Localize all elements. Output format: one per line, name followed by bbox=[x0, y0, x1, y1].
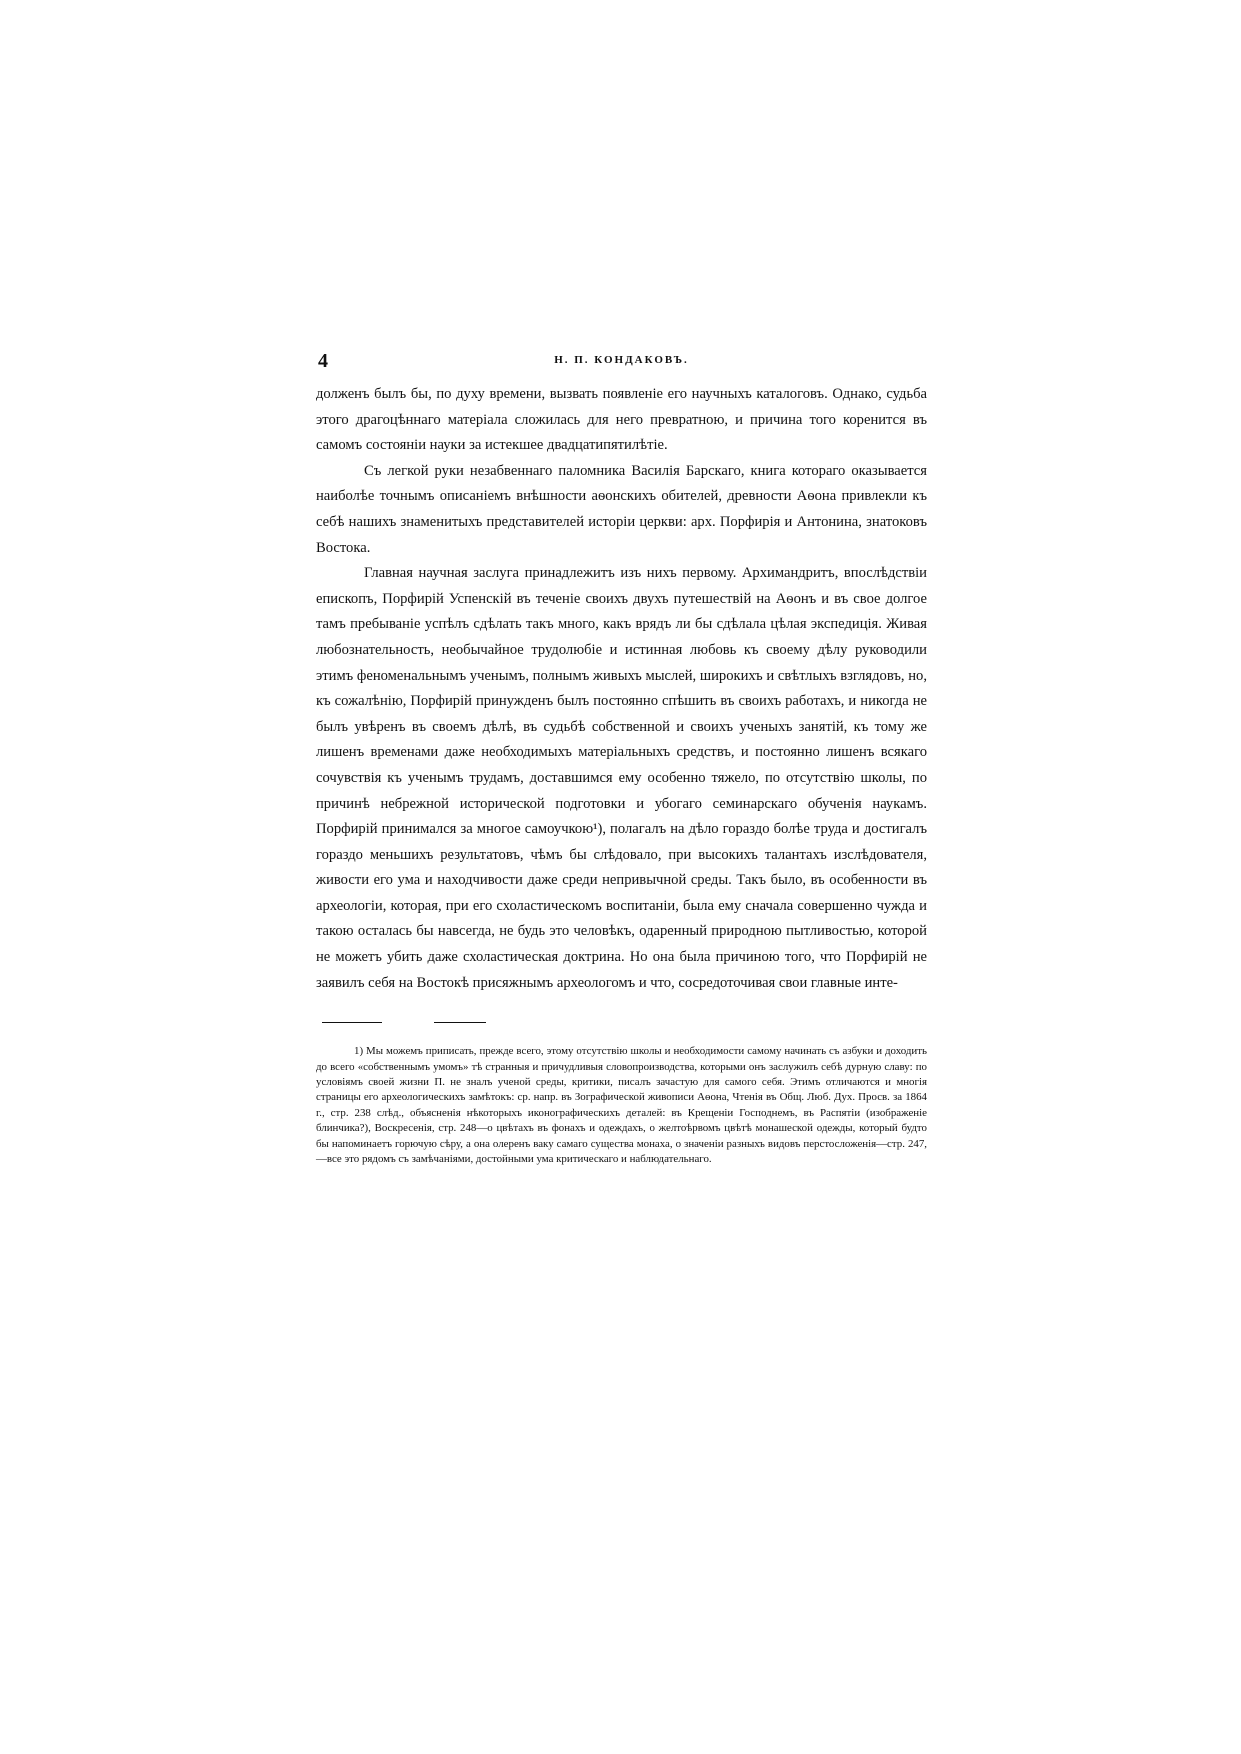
footnote: 1) Мы можемъ приписать, прежде всего, этому отсутствію школы и необходимости самому начинать съ азбуки и доходить до всего «собственнымъ умомъ» тѣ странныя и причудливыя словопроизводства, которыми онъ заслужилъ себѣ дурную славу: по условіямъ своей жизни П. не зналъ ученой среды, критики, писалъ зачастую для самого себя. Этимъ отличаются и многія страницы его археологическихъ замѣтокъ: ср. напр. въ Зографической живописи Аѳона, Чтенія въ Общ. Люб. Дух. Просв. за 1864 г., стр. 238 слѣд., объясненія нѣкоторыхъ иконографическихъ деталей: въ Крещеніи Господнемъ, въ Распятіи (изображеніе блинчика?), Воскресенія, стр. 248—о цвѣтахъ въ фонахъ и одеждахъ, о желтоѣрвомъ цвѣтѣ монашеской одежды, который будто бы напоминаетъ горючую сѣру, а она олеренъ ваку самаго существа монаха, о значеніи разныхъ видовъ перстосложенія—стр. 247,—все это рядомъ съ замѣчаніями, достойными ума критическаго и наблюдательнаго. bbox=[316, 1045, 927, 1166]
document-page bbox=[316, 350, 927, 1178]
paragraph: Съ легкой руки незабвеннаго паломника Василія Барскаго, книга котораго оказывается наиболѣе точнымъ описаніемъ внѣшности аѳонскихъ обителей, древности Аѳона привлекли къ себѣ нашихъ знаменитыхъ представителей исторіи церкви: арх. Порфирія и Антонина, знатоковъ Востока. bbox=[316, 462, 927, 556]
running-head-author: Н. П. КОНДАКОВЪ. bbox=[554, 354, 689, 366]
separator-rule-left bbox=[322, 1022, 382, 1023]
paragraph: Главная научная заслуга принадлежитъ изъ нихъ первому. Архимандритъ, впослѣдствіи епископъ, Порфирій Успенскій въ теченіе своихъ двухъ путешествій на Аѳонъ и въ свое долгое тамъ пребываніе успѣлъ сдѣлать такъ много, какъ врядъ ли бы сдѣлала цѣлая экспедиція. Живая любознательность, необычайное трудолюбіе и истинная любовь къ своему дѣлу руководили этимъ феноменальнымъ ученымъ, полнымъ живыхъ мыслей, широкихъ и свѣтлыхъ взглядовъ, но, къ сожалѣнію, Порфирій принужденъ былъ постоянно спѣшить въ своихъ работахъ, и никогда не былъ увѣренъ въ своемъ дѣлѣ, въ судьбѣ собственной и своихъ ученыхъ занятій, къ тому же лишенъ временами даже необходимыхъ матеріальныхъ средствъ, и постоянно лишенъ всякаго сочувствія къ ученымъ трудамъ, доставшимся ему особенно тяжело, по отсутствію школы, по причинѣ небрежной исторической подготовки и убогаго семинарскаго обученія наукамъ. Порфирій принимался за многое самоучкою¹), полагалъ на дѣло гораздо болѣе труда и достигалъ гораздо меньшихъ результатовъ, чѣмъ бы слѣдовало, при высокихъ талантахъ изслѣдователя, живости его ума и находчивости даже среди непривычной среды. Такъ было, въ особенности въ археологіи, которая, при его схоластическомъ воспитаніи, была ему сначала совершенно чужда и такою осталась бы навсегда, не будь это человѣкъ, одаренный природною пытливостью, которой не можетъ убить даже схоластическая доктрина. Но она была причиною того, что Порфирій не заявилъ себя на Востокѣ присяжнымъ археологомъ и что, сосредоточивая свои главные инте- bbox=[316, 565, 927, 991]
running-head bbox=[316, 350, 927, 374]
footnote-separator bbox=[316, 1016, 927, 1030]
paragraph: долженъ былъ бы, по духу времени, вызвать появленіе его научныхъ каталоговъ. Однако, судьба этого драгоцѣннаго матеріала сложилась для него превратною, и причина того коренится въ самомъ состояніи науки за истекшее двадцатипятилѣтіе. bbox=[316, 386, 927, 454]
separator-rule-right bbox=[434, 1022, 486, 1023]
page-number: 4 bbox=[318, 350, 328, 372]
